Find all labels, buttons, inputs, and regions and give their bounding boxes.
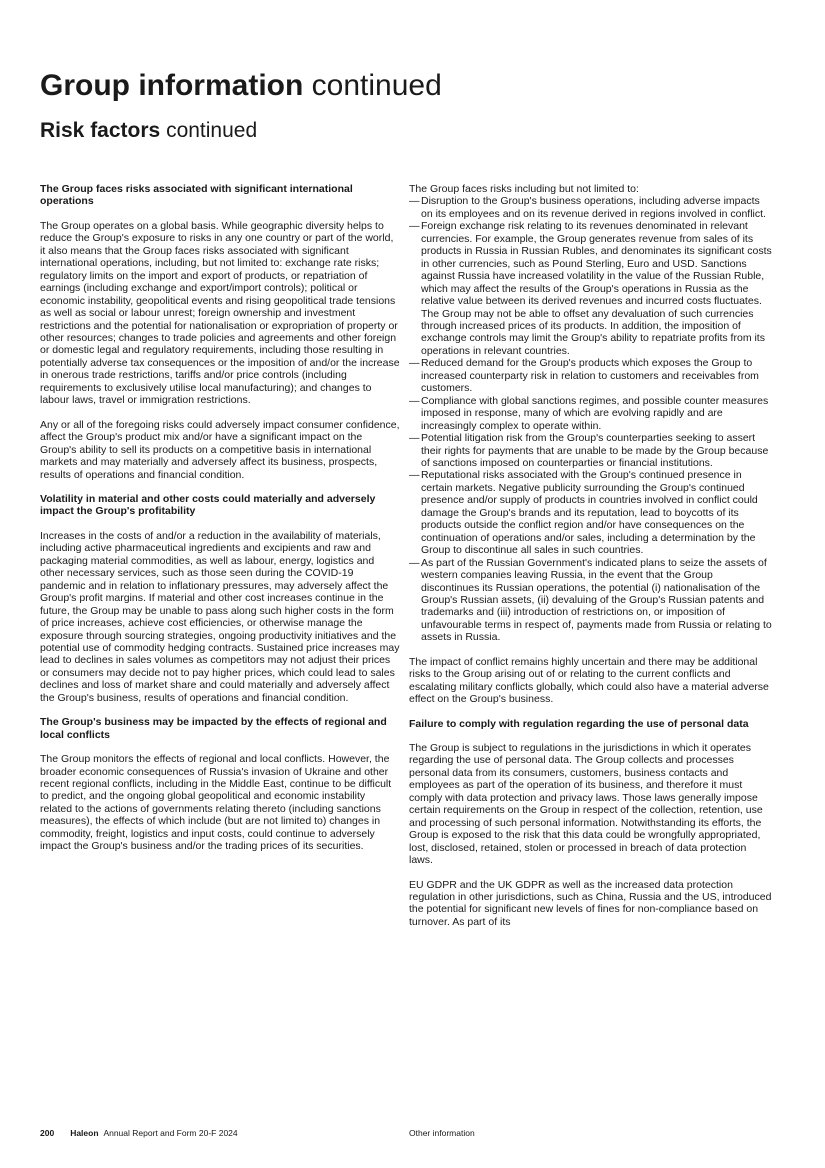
dash-bullet: — [409, 220, 420, 233]
bullet-list-intro: The Group faces risks including but not limited to: [409, 183, 639, 195]
section-title [40, 117, 257, 145]
dash-bullet: — [409, 556, 420, 569]
dash-bullet: — [409, 432, 420, 445]
list-item [409, 195, 773, 220]
dash-bullet: — [409, 469, 420, 482]
list-item [409, 469, 773, 556]
footer-section-label: Other information [409, 1128, 475, 1138]
paragraph-conflict-impact: The impact of conflict remains highly uncertain and there may be additional risks to the Group arising out of or relating to the current conflicts and escalating military conflicts globally, which could also have a material adverse effect on the Group's business. [409, 655, 769, 706]
paragraph-international-operations: The Group operates on a global basis. While geographic diversity helps to reduce the Group's exposure to risks in any one country or part of the world, it also means that the Group faces risks associated with significant international operations, including, but not limited to: exchange rate risks; regulatory limits on the import and export of products, or repatriation of earnings (including exchange and export/import controls); political or economic instability, geopolitical events and rising geopolitical trade tensions as well as social or labour unrest; foreign ownership and investment restrictions and the potential for nationalisation or expropriation of property or other resources; changes to trade policies and agreements and other foreign or domestic legal and regulatory requirements, including those resulting in potentially adverse tax consequences or the imposition of and/or the increase in onerous trade restrictions, tariffs and/or price controls (including requirements to exclusively utilise local manufacturing); and changes to labour laws, travel or immigration restrictions. [40, 219, 400, 407]
paragraph-regional-conflicts: The Group monitors the effects of regional and local conflicts. However, the broader economic consequences of Russia's invasion of Ukraine and other recent regional conflicts, including in the Middle East, continue to be difficult to predict, and the ongoing global geopolitical and economic instability related to the actions of governments relating thereto (including sanctions measures), the effects of which include (but are not limited to) changes in commodity, freight, logistics and input costs, could continue to adversely impact the Group's business and/or the trading prices of its securities. [40, 753, 392, 853]
footer-left [40, 1128, 238, 1139]
paragraph-international-impact: Any or all of the foregoing risks could adversely impact consumer confidence, affect the Group's product mix and/or have a significant impact on the Group's ability to sell its products on a competitive basis in international markets and may materially and adversely affect its business, prospects, results of operations and financial condition. [40, 418, 400, 481]
list-item [409, 220, 773, 357]
list-item [409, 357, 773, 394]
section-heading-international-operations: The Group faces risks associated with significant international operations [40, 183, 353, 208]
section-heading-cost-volatility: Volatility in material and other costs could materially and adversely impact the Group's profitability [40, 492, 376, 518]
page-title-continued: continued [311, 69, 442, 102]
right-column [409, 183, 773, 940]
section-title-continued: continued [166, 119, 258, 142]
dash-bullet: — [409, 195, 420, 208]
list-item-text: Disruption to the Group's business operations, including adverse impacts on its employees and on its revenue derived in regions involved in conflict. [421, 195, 766, 220]
list-item-text: Potential litigation risk from the Group's counterparties seeking to assert their rights for payments that are unable to be made by the Group because of sanctions imposed on counterparties or financial institutions. [421, 432, 769, 469]
page-title [40, 66, 442, 106]
paragraph-cost-volatility: Increases in the costs of and/or a reduction in the availability of materials, including active pharmaceutical ingredients and excipients and raw and packaging material commodities, as well as labour, energy, logistics and other necessary services, such as those seen during the COVID-19 pandemic and in relation to inflationary pressures, may adversely affect the Group's profit margins. If material and other cost increases continue in the future, the Group may be unable to pass along such higher costs in the form of price increases, achieve cost efficiencies, or otherwise manage the exposure through sourcing strategies, ongoing productivity initiatives and the potential use of commodity hedging contracts. Sustained price increases may lead to declines in sales volumes as competitors may not adjust their prices or consumers may decide not to pay higher prices, which could lead to sales declines and loss of market share and could materially and adversely affect the Group's business, results of operations and financial condition. [40, 529, 400, 704]
dash-bullet: — [409, 357, 420, 370]
list-item-text: As part of the Russian Government's indicated plans to seize the assets of western companies leaving Russia, in the event that the Group discontinues its Russian operations, the potential (i) nationalisation of the Group's Russian assets, (ii) devaluing of the Group's Russian patents and trademarks and (iii) introduction of restrictions on, or imposition of unfavourable terms in respect of, payments made from Russia or relating to assets in Russia. [421, 556, 772, 644]
report-name: Annual Report and Form 20-F 2024 [103, 1128, 238, 1138]
conflict-risk-list [409, 195, 773, 643]
paragraph-personal-data: The Group is subject to regulations in the jurisdictions in which it operates regarding the use of personal data. The Group collects and processes personal data from its consumers, customers, business contacts and employees as part of the operation of its business, and therefore it must comply with data protection and privacy laws. Those laws generally impose certain requirements on the Group in respect of the collection, retention, use and processing of such personal information. Notwithstanding its efforts, the Group is exposed to the risk that this data could be wrongfully appropriated, lost, disclosed, retained, stolen or processed in breach of data protection laws. [409, 742, 763, 867]
brand-name: Haleon [70, 1128, 99, 1138]
section-heading-regional-conflicts: The Group's business may be impacted by the effects of regional and local conflicts [40, 716, 387, 741]
page-number: 200 [40, 1128, 55, 1138]
list-item-text: Reduced demand for the Group's products which exposes the Group to increased counterparty risk in relation to customers and receivables from customers. [421, 357, 759, 395]
list-item [409, 395, 773, 432]
page-title-main: Group information [40, 69, 304, 102]
list-item-text: Compliance with global sanctions regimes, and possible counter measures imposed in response, many of which are evolving rapidly and are increasingly complex to operate within. [421, 394, 769, 432]
list-item-text: Foreign exchange risk relating to its revenues denominated in relevant currencies. For example, the Group generates revenue from sales of its products in Russia in Russian Rubles, and denominates its significant costs in other currencies, such as Pound Sterling, Euro and USD. Sanctions against Russia have increased volatility in the value of the Russian Ruble, which may affect the results of the Group's operations in Russia as the relative value between its derived revenues and incurred costs fluctuates. The Group may not be able to offset any devaluation of such currencies through increased prices of its products. In addition, the imposition of exchange controls may limit the Group's ability to repatriate profits from its operations in relevant countries. [421, 220, 772, 357]
section-title-main: Risk factors [40, 119, 161, 142]
list-item [409, 432, 773, 469]
list-item-text: Reputational risks associated with the Group's continued presence in certain markets. Negative publicity surrounding the Group's continued presence and/or supply of products in countries involved in conflict could damage the Group's brands and its reputation, lead to boycotts of its products outside the conflict region and/or have consequences on the continuation of operations and/or sales, including a determination by the Group to discontinue all sales in such countries. [421, 469, 758, 557]
left-column [40, 183, 400, 865]
section-heading-personal-data: Failure to comply with regulation regarding the use of personal data [409, 717, 749, 730]
dash-bullet: — [409, 394, 420, 407]
list-item [409, 557, 773, 644]
paragraph-gdpr: EU GDPR and the UK GDPR as well as the increased data protection regulation in other jurisdictions, such as China, Russia and the US, introduced the potential for significant new levels of fines for non-compliance based on turnover. As part of its [409, 878, 772, 928]
